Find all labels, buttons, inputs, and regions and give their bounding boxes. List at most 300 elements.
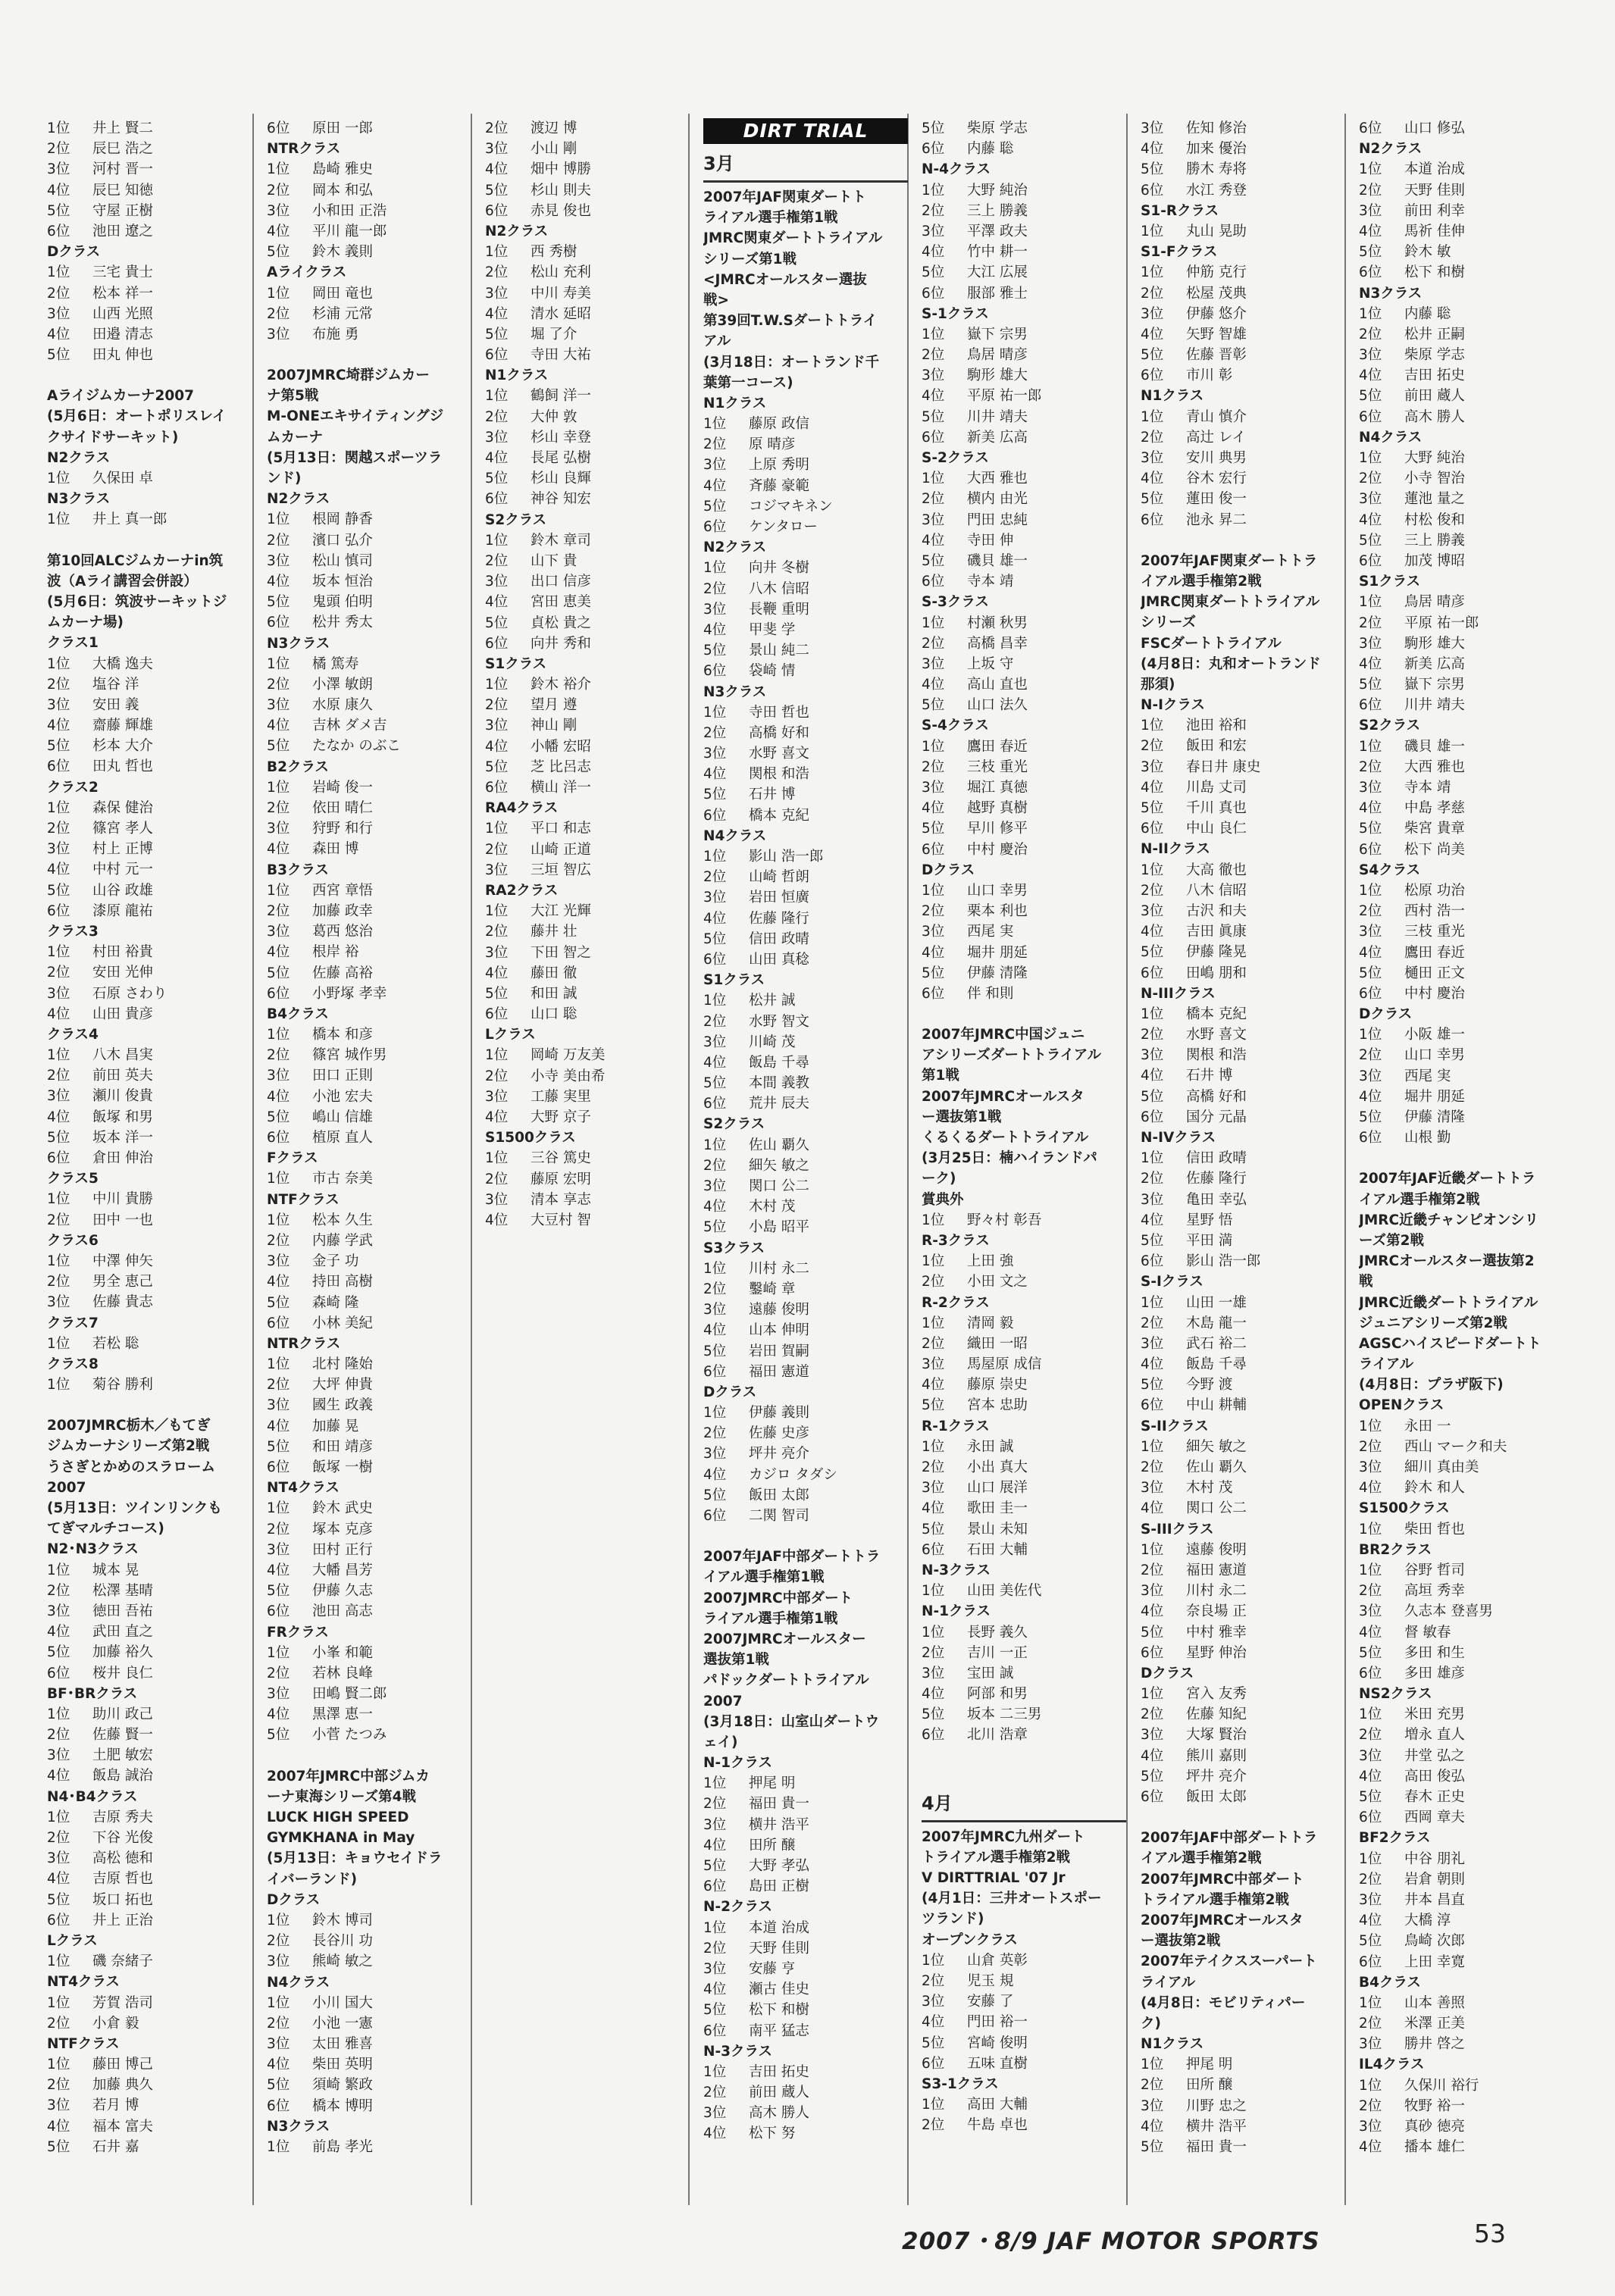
driver-name: 飯島 千尋 <box>749 1054 809 1071</box>
class-heading: クラス5 <box>47 1171 99 1187</box>
driver-name: 藤原 宏明 <box>531 1171 591 1187</box>
driver-name: 平田 満 <box>1186 1232 1233 1249</box>
result-row <box>47 715 252 736</box>
driver-name: 植原 直人 <box>312 1130 373 1146</box>
rank-label: 2位 <box>922 1335 945 1352</box>
result-row <box>922 1725 1126 1745</box>
rank-label: 5位 <box>703 1343 727 1359</box>
rank-label: 2位 <box>1359 1727 1382 1744</box>
rank-label: 6位 <box>703 1508 727 1524</box>
driver-name: 原 晴彦 <box>749 436 796 453</box>
rank-label: 4位 <box>922 532 945 549</box>
driver-name: 坪井 亮介 <box>749 1446 809 1462</box>
driver-name: 田所 醸 <box>1186 2077 1233 2094</box>
result-row <box>922 551 1126 571</box>
event-title-line: ツランド) <box>922 1911 984 1928</box>
driver-name: 松下 和樹 <box>749 2002 809 2019</box>
result-row <box>1141 1375 1345 1395</box>
result-row <box>267 1231 471 1251</box>
rank-label: 4位 <box>1359 800 1382 817</box>
result-row <box>1359 345 1563 365</box>
driver-name: 鈴木 博司 <box>312 1912 373 1928</box>
rank-label: 2位 <box>47 821 70 837</box>
result-row <box>47 1334 252 1354</box>
driver-name: 遠藤 俊明 <box>1186 1541 1247 1558</box>
result-row <box>485 963 690 984</box>
driver-name: 山崎 哲朗 <box>749 869 809 886</box>
result-row <box>703 661 908 681</box>
result-row <box>47 818 252 839</box>
rank-label: 5位 <box>922 2035 945 2051</box>
driver-name: 山田 美佐代 <box>967 1583 1042 1600</box>
rank-label: 1位 <box>703 704 727 721</box>
driver-name: 佐藤 隆行 <box>1186 1171 1247 1187</box>
driver-name: 佐知 修治 <box>1186 120 1247 136</box>
result-row <box>1141 1601 1345 1622</box>
rank-label: 1位 <box>267 779 290 796</box>
driver-name: 山口 幸男 <box>1404 1047 1465 1064</box>
driver-name: 石原 さわり <box>92 985 167 1002</box>
driver-name: 景山 未知 <box>967 1521 1028 1537</box>
rank-label: 5位 <box>267 1294 290 1311</box>
rank-label: 2位 <box>922 635 945 652</box>
driver-name: 柴原 学志 <box>1404 347 1465 364</box>
rank-label: 4位 <box>1141 1747 1164 1764</box>
driver-name: 千川 真也 <box>1186 800 1247 816</box>
driver-name: 関口 公二 <box>1186 1500 1247 1517</box>
result-row <box>1359 510 1563 530</box>
driver-name: 山倉 英彰 <box>967 1952 1028 1969</box>
result-row <box>922 1991 1126 2012</box>
rank-label: 6位 <box>485 202 509 219</box>
driver-name: 小池 一憲 <box>312 2015 373 2032</box>
rank-label: 4位 <box>1359 368 1382 384</box>
result-row <box>47 201 252 221</box>
event-title-line: アシリーズダートトライアル <box>922 1047 1101 1064</box>
rank-label: 2位 <box>47 965 70 981</box>
driver-name: 本間 義教 <box>749 1075 809 1092</box>
result-row <box>922 1643 1126 1663</box>
driver-name: 大橋 逸夫 <box>92 655 153 672</box>
class-heading: N-1クラス <box>703 1755 772 1772</box>
result-row <box>267 2096 471 2116</box>
result-row <box>1359 407 1563 427</box>
rank-label: 3位 <box>1141 1583 1164 1600</box>
event-title-line: 戦> <box>703 292 730 308</box>
rank-label: 5位 <box>47 882 70 899</box>
rank-label: 5位 <box>267 1438 290 1455</box>
result-row <box>922 1354 1126 1375</box>
result-row <box>703 1093 908 1114</box>
rank-label: 4位 <box>485 305 509 322</box>
driver-name: 佐藤 知紀 <box>1186 1706 1247 1723</box>
rank-label: 1位 <box>1359 305 1382 322</box>
rank-label: 1位 <box>1141 1006 1164 1022</box>
driver-name: 佐藤 高裕 <box>312 965 373 981</box>
rank-label: 4位 <box>703 910 727 927</box>
driver-name: 本道 治成 <box>749 1919 809 1936</box>
result-row <box>485 1107 690 1128</box>
driver-name: 早川 修平 <box>967 821 1028 837</box>
rank-label: 2位 <box>922 2117 945 2134</box>
result-row <box>485 304 690 324</box>
event-title-line: シリーズ <box>1141 615 1197 631</box>
result-row <box>485 695 690 715</box>
result-row <box>1359 592 1563 612</box>
class-heading: クラス4 <box>47 1026 99 1043</box>
driver-name: 芝 比呂志 <box>531 759 591 775</box>
rank-label: 2位 <box>267 1232 290 1249</box>
event-title-line: 2007年JMRCオールスタ <box>922 1088 1084 1105</box>
rank-label: 1位 <box>267 1027 290 1043</box>
result-row <box>1141 1251 1345 1272</box>
result-row <box>267 1375 471 1395</box>
driver-name: 中川 貴勝 <box>92 1191 153 1208</box>
class-heading: B4クラス <box>1359 1974 1421 1991</box>
result-row <box>267 654 471 674</box>
result-row <box>47 2137 252 2157</box>
driver-name: 西岡 章夫 <box>1404 1810 1465 1826</box>
driver-name: 大野 孝弘 <box>749 1858 809 1874</box>
result-row <box>1359 840 1563 860</box>
rank-label: 3位 <box>703 601 727 618</box>
result-row <box>1359 798 1563 818</box>
driver-name: 大塚 賢治 <box>1186 1727 1247 1744</box>
driver-name: 辰巳 知徳 <box>92 182 153 199</box>
spacer <box>1359 1148 1563 1168</box>
driver-name: 牧野 裕一 <box>1404 2097 1465 2114</box>
driver-name: 大江 広展 <box>967 264 1028 281</box>
rank-label: 5位 <box>1359 677 1382 693</box>
rank-label: 1位 <box>267 882 290 899</box>
driver-name: 橋本 克紀 <box>1186 1006 1247 1022</box>
driver-name: 村上 正博 <box>92 841 153 858</box>
driver-name: 高辻 レイ <box>1186 429 1246 446</box>
driver-name: 押尾 明 <box>1186 2057 1233 2073</box>
result-row <box>1141 777 1345 798</box>
driver-name: 松本 祥一 <box>92 285 153 302</box>
result-row <box>922 921 1126 942</box>
rank-label: 4位 <box>485 965 509 981</box>
driver-name: 磯貝 雄一 <box>967 552 1028 569</box>
driver-name: 三枝 重光 <box>1404 924 1465 940</box>
class-heading: N2クラス <box>1359 141 1423 158</box>
event-title-line: 2007年JMRC九州ダート <box>922 1828 1085 1845</box>
result-row <box>703 640 908 661</box>
rank-label: 4位 <box>1359 655 1382 672</box>
class-heading: S-3クラス <box>922 594 989 611</box>
result-row <box>485 840 690 860</box>
class-heading: RA2クラス <box>485 882 559 899</box>
result-row <box>1359 2116 1563 2137</box>
driver-name: 神谷 知宏 <box>531 491 591 508</box>
rank-label: 2位 <box>1359 615 1382 631</box>
result-row <box>1141 1643 1345 1663</box>
driver-name: 三谷 篤史 <box>531 1150 591 1167</box>
rank-label: 1位 <box>1359 1418 1382 1434</box>
rank-label: 5位 <box>922 1521 945 1537</box>
driver-name: 福本 富夫 <box>92 2118 153 2135</box>
result-row <box>1359 1024 1563 1045</box>
rank-label: 6位 <box>703 519 727 535</box>
driver-name: 松井 誠 <box>749 993 796 1009</box>
result-row <box>267 1168 471 1189</box>
event-title-line: ジムカーナシリーズ第2戦 <box>47 1438 210 1455</box>
driver-name: 城本 晃 <box>92 1562 139 1578</box>
result-row <box>922 1272 1126 1292</box>
result-row <box>703 1506 908 1526</box>
event-title-line: うさぎとかめのスラローム <box>47 1459 216 1475</box>
rank-label: 1位 <box>1359 1027 1382 1043</box>
result-row <box>922 984 1126 1004</box>
event-title-line: 2007年JAF関東ダートトラ <box>1141 552 1318 569</box>
result-row <box>922 1540 1126 1560</box>
rank-label: 6位 <box>1359 1810 1382 1826</box>
spacer <box>47 365 252 386</box>
result-row <box>922 201 1126 221</box>
result-row <box>267 1457 471 1478</box>
driver-name: 栗本 利也 <box>967 903 1028 920</box>
driver-name: 岩田 恒廣 <box>749 890 809 906</box>
result-row <box>485 283 690 304</box>
class-heading: N2クラス <box>267 491 330 508</box>
driver-name: 大西 雅也 <box>1404 759 1465 775</box>
rank-label: 3位 <box>47 841 70 858</box>
rank-label: 6位 <box>1141 1109 1164 1125</box>
driver-name: 岡崎 万友美 <box>531 1047 606 1064</box>
rank-label: 3位 <box>1141 759 1164 775</box>
rank-label: 5位 <box>267 1583 290 1600</box>
rank-label: 3位 <box>485 574 509 590</box>
rank-label: 5位 <box>703 498 727 515</box>
driver-name: 吉原 哲也 <box>92 1871 153 1888</box>
driver-name: 芳賀 浩司 <box>92 1994 153 2011</box>
driver-name: 大西 雅也 <box>967 471 1028 487</box>
driver-name: 岩崎 俊一 <box>312 779 373 796</box>
rank-label: 4位 <box>922 1686 945 1703</box>
rank-label: 4位 <box>1359 944 1382 961</box>
driver-name: 原田 一郎 <box>312 120 373 136</box>
rank-label: 1位 <box>1141 862 1164 878</box>
driver-name: 寺本 靖 <box>967 574 1014 590</box>
rank-label: 1位 <box>922 615 945 631</box>
driver-name: 下田 智之 <box>531 944 591 961</box>
result-row <box>1141 1313 1345 1334</box>
class-heading: N1クラス <box>1141 2036 1204 2053</box>
driver-name: 景山 純二 <box>749 643 809 659</box>
event-title-line: AGSCハイスピードダートト <box>1359 1335 1541 1352</box>
rank-label: 5位 <box>1359 1933 1382 1950</box>
driver-name: 瀬古 佳史 <box>749 1982 809 1998</box>
result-row <box>1141 963 1345 984</box>
rank-label: 6位 <box>1141 1789 1164 1805</box>
class-heading: S3クラス <box>703 1240 765 1256</box>
driver-name: 鈴木 章司 <box>531 532 591 549</box>
class-heading: S1クラス <box>1359 574 1421 590</box>
driver-name: 松井 秀太 <box>312 615 373 631</box>
driver-name: 仲筋 克行 <box>1186 264 1247 281</box>
result-row <box>1141 1437 1345 1457</box>
driver-name: 藤原 崇史 <box>967 1377 1028 1394</box>
result-row <box>922 695 1126 715</box>
result-row <box>703 990 908 1011</box>
driver-name: 山本 伸明 <box>749 1322 809 1339</box>
class-heading: クラス1 <box>47 635 99 652</box>
rank-label: 3位 <box>703 890 727 906</box>
driver-name: 奈良場 正 <box>1186 1603 1247 1620</box>
driver-name: 馬屋原 成信 <box>967 1356 1042 1373</box>
driver-name: 松下 努 <box>749 2126 796 2142</box>
result-row <box>1359 777 1563 798</box>
rank-label: 3位 <box>485 1088 509 1105</box>
driver-name: 井上 真一郎 <box>92 511 167 528</box>
driver-name: 青山 慎介 <box>1186 408 1247 425</box>
result-row <box>703 1876 908 1897</box>
result-row <box>922 1622 1126 1643</box>
event-title-line: 第1戦 <box>922 1068 959 1084</box>
driver-name: 橋本 和彦 <box>312 1027 373 1043</box>
driver-name: 安田 義 <box>92 696 139 713</box>
rank-label: 5位 <box>922 120 945 136</box>
result-row <box>703 846 908 867</box>
rank-label: 5位 <box>47 1644 70 1661</box>
driver-name: 中村 元一 <box>92 862 153 878</box>
driver-name: 根岡 静香 <box>312 511 373 528</box>
result-row <box>267 715 471 736</box>
rank-label: 4位 <box>922 244 945 261</box>
driver-name: 小阪 雄一 <box>1404 1027 1465 1043</box>
rank-label: 2位 <box>485 1171 509 1187</box>
result-row <box>267 592 471 612</box>
class-heading: N3クラス <box>267 635 330 652</box>
driver-name: 袋崎 情 <box>749 663 796 680</box>
driver-name: 山田 一雄 <box>1186 1294 1247 1311</box>
result-row <box>485 1148 690 1168</box>
rank-label: 2位 <box>267 182 290 199</box>
result-row <box>267 530 471 551</box>
result-row <box>267 1643 471 1663</box>
event-title-line: (4月8日：丸和オートランド <box>1141 655 1321 672</box>
result-row <box>703 1485 908 1506</box>
result-row <box>47 2075 252 2095</box>
driver-name: 根岸 裕 <box>312 944 359 961</box>
event-title-line: ー選抜第1戦 <box>922 1109 1002 1125</box>
result-row <box>1359 1581 1563 1601</box>
rank-label: 6位 <box>485 491 509 508</box>
result-row <box>47 736 252 756</box>
result-row <box>1359 365 1563 386</box>
result-row <box>485 180 690 201</box>
rank-label: 3位 <box>47 696 70 713</box>
driver-name: 関根 和浩 <box>749 766 809 783</box>
rank-label: 6位 <box>267 120 290 136</box>
rank-label: 6位 <box>47 223 70 239</box>
result-row <box>267 2054 471 2075</box>
rank-label: 4位 <box>1359 1088 1382 1105</box>
driver-name: 小和田 正浩 <box>312 202 387 219</box>
result-row <box>922 963 1126 984</box>
rank-label: 3位 <box>267 1397 290 1414</box>
driver-name: 前田 英夫 <box>92 1068 153 1084</box>
result-row <box>1359 1045 1563 1065</box>
driver-name: 督 敏春 <box>1404 1624 1451 1641</box>
result-row <box>1359 757 1563 777</box>
result-row <box>267 509 471 530</box>
rank-label: 2位 <box>47 1068 70 1084</box>
driver-name: 若林 良峰 <box>312 1665 373 1681</box>
result-row <box>267 571 471 592</box>
driver-name: 助川 政己 <box>92 1706 153 1722</box>
driver-name: 阿部 和男 <box>967 1686 1028 1703</box>
rank-label: 1位 <box>267 2139 290 2155</box>
result-row <box>47 881 252 901</box>
driver-name: 遠藤 俊明 <box>749 1302 809 1318</box>
result-row <box>1359 1478 1563 1498</box>
rank-label: 1位 <box>703 1405 727 1422</box>
result-row <box>485 1045 690 1065</box>
rank-label: 1位 <box>703 560 727 577</box>
driver-name: 森保 健治 <box>92 799 153 816</box>
result-row <box>1141 510 1345 530</box>
result-row <box>922 2094 1126 2115</box>
event-title-line: ライアル選手権第1戦 <box>703 210 838 227</box>
rank-label: 6位 <box>267 615 290 631</box>
driver-name: 二関 智司 <box>749 1508 809 1524</box>
rank-label: 4位 <box>703 1466 727 1483</box>
rank-label: 1位 <box>1359 594 1382 611</box>
rank-label: 2位 <box>703 436 727 453</box>
result-row <box>1141 818 1345 839</box>
driver-name: 長尾 弘樹 <box>531 450 591 466</box>
driver-name: 中山 耕輔 <box>1186 1397 1247 1414</box>
result-row <box>267 798 471 818</box>
driver-name: 山口 修弘 <box>1404 120 1465 136</box>
result-row <box>703 743 908 764</box>
driver-name: 松屋 茂典 <box>1186 285 1247 302</box>
driver-name: 馬祈 佳伸 <box>1404 223 1465 239</box>
result-row <box>47 1993 252 2013</box>
result-row <box>485 984 690 1004</box>
result-row <box>1359 674 1563 695</box>
rank-label: 3位 <box>47 1088 70 1105</box>
result-row <box>267 1704 471 1725</box>
driver-name: 嶽下 宗男 <box>967 326 1028 343</box>
result-row <box>1359 1437 1563 1457</box>
result-row <box>47 1272 252 1292</box>
rank-label: 4位 <box>1359 1624 1382 1641</box>
result-row <box>485 592 690 612</box>
rank-label: 4位 <box>1359 1480 1382 1497</box>
driver-name: 関根 和浩 <box>1186 1047 1247 1064</box>
driver-name: 飯島 誠治 <box>92 1768 153 1785</box>
rank-label: 3位 <box>47 161 70 178</box>
rank-label: 1位 <box>1141 1150 1164 1167</box>
event-title-line: ジュニアシリーズ第2戦 <box>1359 1315 1507 1331</box>
rank-label: 1位 <box>47 944 70 961</box>
rank-label: 1位 <box>922 1253 945 1270</box>
rank-label: 1位 <box>267 1500 290 1517</box>
result-row <box>47 2095 252 2116</box>
driver-name: 松下 尚美 <box>1404 841 1465 858</box>
rank-label: 5位 <box>1359 821 1382 837</box>
result-row <box>703 805 908 826</box>
rank-label: 3位 <box>267 821 290 837</box>
result-row <box>703 1217 908 1237</box>
rank-label: 4位 <box>922 1500 945 1517</box>
result-row <box>922 221 1126 242</box>
rank-label: 1位 <box>703 849 727 865</box>
result-row <box>485 1190 690 1210</box>
